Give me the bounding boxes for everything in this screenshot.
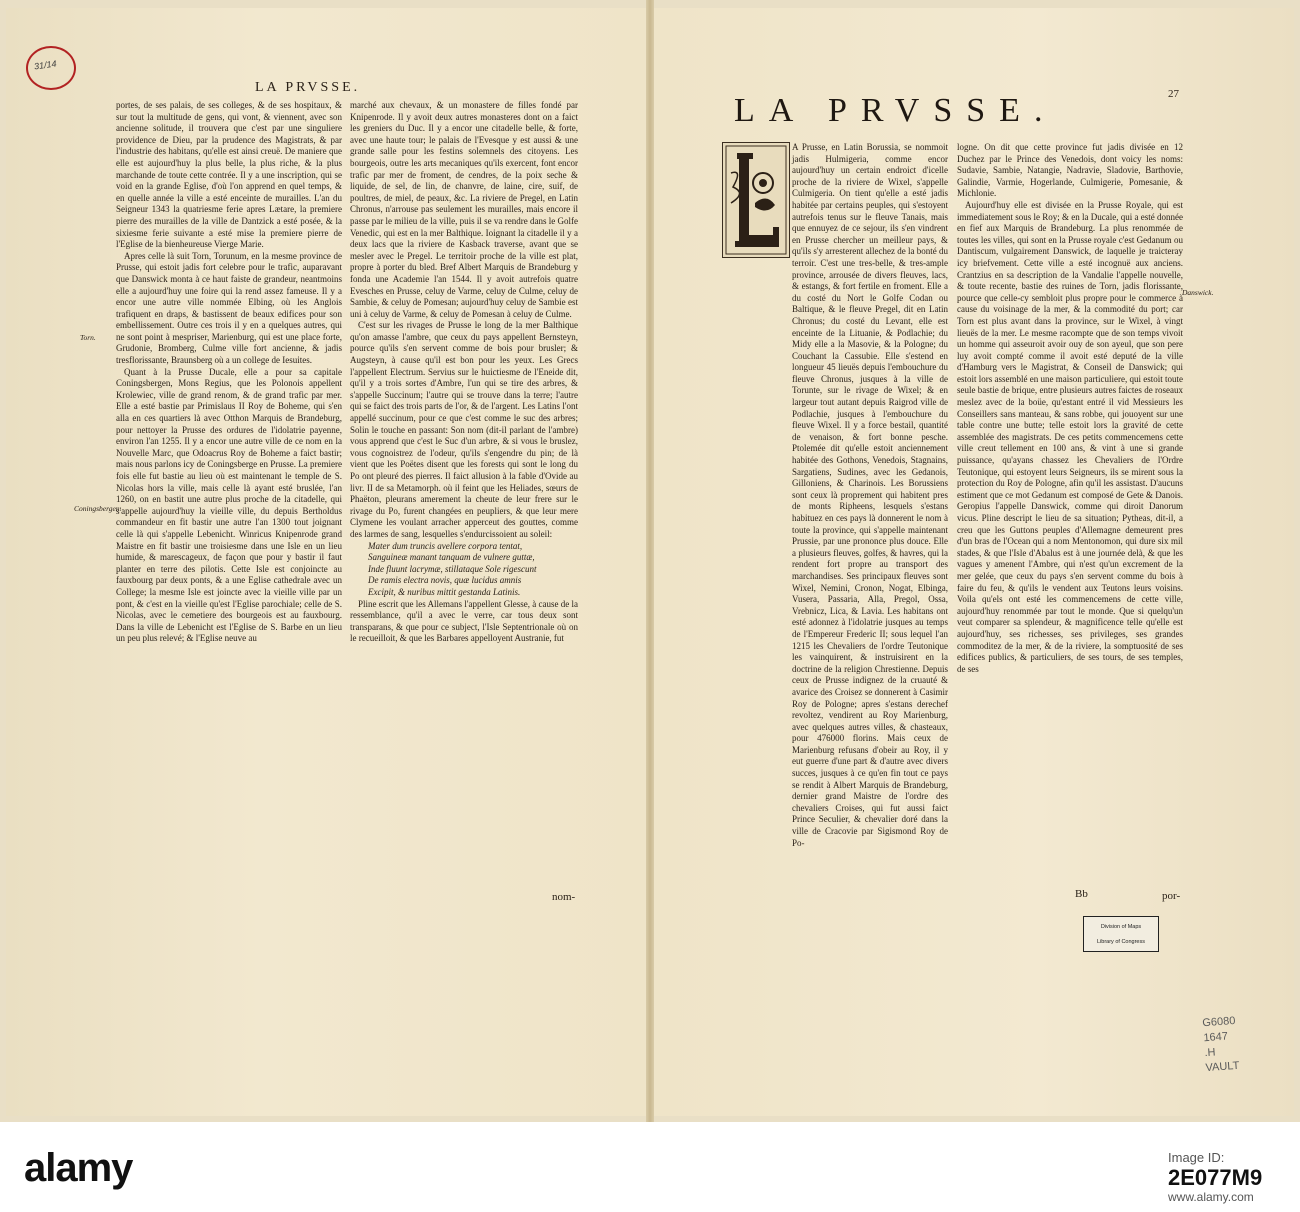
paragraph: Pline escrit que les Allemans l'appellent Glesse, à cause de la ressemblance, qu'il a avec le verre, car tous deux sont transparans, & que pour ce subject, l'Isle Septentrionale où on le recueilloit, & que les Barbares appelloyent Austranie, fut (350, 598, 578, 644)
page-number: 27 (1168, 88, 1179, 100)
call-number-line: 1647 (1203, 1030, 1229, 1045)
margin-note-danswick: Danswick. (1182, 288, 1214, 297)
alamy-url[interactable]: www.alamy.com (1168, 1190, 1254, 1204)
watermark-footer (0, 1122, 1300, 1212)
verse-line: Inde fluunt lacrymæ, stillataque Sole rigescunt (368, 563, 537, 574)
handwritten-circle-stamp (26, 46, 76, 90)
page-title: LA PRVSSE. (734, 92, 1057, 129)
left-column-2 (350, 100, 578, 888)
running-head: LA PRVSSE. (255, 80, 361, 95)
right-column-1 (720, 142, 948, 898)
paragraph: Apres celle là suit Torn, Torunum, en la mesme province de Prusse, qui estoit jadis fort celebre pour le trafic, auparavant que Danswick monta à ce haut faiste de grandeur, neantmoins elle a aujourd'huy une foire qui la rend assez fameuse. Il y a encor une autre ville nommée Elbing, où les Anglois trafiquent en draps, & bastissent de beaux edifices pour son embellissement. Outre ces trois il y en a quelques autres, qui ne sont point à mespriser, Marienburg, qui est une place forte, Grudonie, Bromberg, Culme ville fort ancienne, & jadis tresflorissante, Braunsberg où a un college de Iesuites. (116, 250, 342, 366)
verse-line: De ramis electra novis, quæ lucidus amnis (368, 575, 522, 586)
paragraph: logne. On dit que cette province fut jadis divisée en 12 Duchez par le Prince des Venedois, dont voicy les noms: Sudavie, Sambie, Natangie, Nadravie, Sladovie, Barthovie, Galindie, Varmie, Hogerlande, Culmigerie, Pomesanie, & Michlonie. (957, 142, 1183, 199)
library-stamp (1083, 916, 1159, 952)
image-id-label: Image ID: (1168, 1150, 1225, 1165)
stamp-line-2: Library of Congress (1097, 939, 1145, 945)
book-gutter (646, 0, 654, 1122)
image-id: 2E077M9 (1168, 1165, 1263, 1190)
margin-note-coningsbergen: Coningsbergen. (74, 504, 122, 513)
stamp-text: 31/14 (33, 58, 58, 72)
call-number-line: VAULT (1205, 1059, 1240, 1075)
verse-line: Excipit, & nuribus mittit gestanda Latinis. (368, 586, 521, 597)
right-column-2 (957, 142, 1183, 898)
verse-line: Mater dum truncis avellere corpora tentat, (368, 540, 523, 551)
paragraph: Quant à la Prusse Ducale, elle a pour sa capitale Coningsbergen, Mons Regius, que les Polonois appellent Krolewiec, ville de grand renom, & de grand trafic par mer. Elle a esté bastie par Primislaus II Roy de Boheme, qui s'en alla en ces quartiers là avec Otthon Marquis de Brandeburg, pour nettoyer la Prusse des ordures de l'idolatrie payenne, environ l'an 1255. Il y a encor une autre ville de ce nom en la Nouvelle Marc, que Odoacrus Roy de Boheme a faict bastir; mais nous parlons icy de Coningsberge en Prusse. La premiere fois elle fut bastie au lieu où est maintenant le temple de S. Nicolas hors la ville, mais celle là ayant esté bruslée, l'an 1260, on en bastit une autre plus proche de la citadelle, qui s'appelle aujourd'huy la vieille ville, du depuis Bertholdus commandeur en fit bastir une autre l'an 1300 tout joignant celle là qui s'appelle Lebenicht. Winricus Knipenrode grand Maistre en fit bastir une troisiesme dans une Isle en un lieu humide, & marescageux, de façon que pour y bastir il faut planter en terre des pilotis. Cette Isle est conjoincte au fauxbourg par deux ponts, & a une Eglise cathedrale avec un College; la mesme Isle est joincte avec la vieille ville par un pont, & c'est en la vieille qu'est l'Eglise parochiale; celle de S. Nicolas, avec le cemetiere des bourgeois est au fauxbourg. Dans la ville de Lebenicht est l'Eglise de S. Barbe en un lieu un peu plus relevé; & l'Eglise neuve au (116, 366, 342, 644)
verse-line: Sanguineæ manant tanquam de vulnere guttæ, (368, 552, 535, 563)
catchword: nom- (552, 891, 576, 903)
call-number-line: .H (1204, 1046, 1216, 1060)
call-number (1202, 1014, 1240, 1076)
paragraph: marché aux chevaux, & un monastere de filles fondé par Knipenrode. Il y avoit deux autres monasteres dont on a faict les greniers du Duc. Il y a encor une citadelle belle, & forte, avec une haute tour; le palais de l'Evesque y est aussi & une grande salle pour les festins solemnels des citoyens. Les bourgeois, outre les arts mecaniques qu'ils exercent, font encor trafic par mer de froment, de cendres, de la poix seche & liquide, de sel, de lin, de chanvre, de laine, cire, suif, de poultres, de miel, de peaux, &c. La riviere de Pregel, en Latin Chronus, n'arrouse pas seulement les murailles, mais encore il passe par le milieu de la ville, puis il se va rendre dans le Golfe Venedic, qui est en la mer Balthique. Ioignant la citadelle il y a deux lacs que la riviere de Kasback traverse, avant que se mesler avec le Pregel. Le territoir proche de la ville est plat, propre à porter du bled. Bref Albert Marquis de Brandeburg y fonda une Academie l'an 1544. Il y avoit autrefois quatre Evesches en Prusse, celuy de Varme, celuy de Culme, celuy de Sambie, & celuy de Pomesan; aujourd'huy celuy de Sambie est uni à celuy de Varme, & celuy de Pomesan à celuy de Culme. (350, 100, 578, 319)
left-column-1 (116, 100, 342, 900)
paragraph: A Prusse, en Latin Borussia, se nommoit jadis Hulmigeria, comme encor aujourd'huy un certain endroict d'icelle proche de la riviere de Wixel, s'appelle Culmigeria. On tient qu'elle a esté jadis habitée par certains peuples, qui s'estoyent autrefois tenus sur le fleuve Tanais, mais que ennuyez de ce sejour, ils s'en vindrent en Prusse chercher un meilleur pays, & qu'ils s'y arresterent allechez de la bonté du terroir. C'est une tres-belle, & tres-ample province, arrousée de divers fleuves, lacs, & estangs, & fort fertile en froment. Elle a du costé du Nort le Golfe Codan ou Baltique, & le fleuve Pregel, dit en Latin Chronus; du costé du Levant, elle est enceinte de la Lituanie, & Podlachie; du Midy elle a la Masovie, & la Pologne; du Couchant la Cassubie. Elle s'estend en longueur 45 lieuës depuis l'embouchure du fleuve Chronus, jusques à la ville de Torunte, sur le rivage de Wixel; & en largeur tout autant depuis Raigrod ville de Podlachie, jusques à l'embouchure du fleuve Wixel. Il y a force bestail, quantité de venaison, & fort bonne pesche. Ptolemée dit qu'elle estoit anciennement habitée des Gothons, Venedois, Stagnains, Sargatiens, Sudines, avec les Gedanois, Gilloniens, & Charinois. Les Borussiens sont ceux là proprement qui habitent pres de monts Ripheens, lesquels s'estans habituez en ces pays là donnerent le nom à toute la province, qui s'appelle maintenant Prussie, par une prononce plus douce. Elle a plusieurs fleuves, golfes, & havres, qui la rendent fort propre au transport des marchandises. Ses principaux fleuves sont Wixel, Nemini, Cronon, Nogat, Elbinga, Vusera, Passaria, Alla, Pregol, Ossa, Vrebnicz, Lica, & Lavia. Les habitans ont esté adonnez à l'idolatrie jusques au temps de l'Empereur Frederic II; sous lequel l'an 1215 les Chevaliers de l'ordre Teutonique les vainquirent, & instruisirent en la doctrine de la religion Chrestienne. Depuis ceux de Prusse indignez de la cruauté & avarice des Croisez se donnerent à Casimir Roy de Pologne; apres s'estans derechef revoltez, vendirent au Roy Marienburg, avec quelques autres villes, & chasteaux, pour 476000 florins. Mais ceux de Marienburg refusans d'obeir au Roy, il y eut guerre d'une part & d'autre avec divers succes, jusques à ce qu'en fin tout ce pays se rendit à Albert Marquis de Brandeburg, dernier grand Maistre de l'ordre des chevaliers Croises, qui fut aussi faict Prince Seculier, & chevalier doré dans la ville de Cracovie par Sigismond Roy de Po- (792, 142, 948, 848)
stamp-line-1: Division of Maps (1100, 924, 1142, 930)
call-number-line: G6080 (1202, 1014, 1236, 1030)
margin-note-torn: Torn. (80, 333, 96, 342)
paragraph: Aujourd'huy elle est divisée en la Prusse Royale, qui est immediatement sous le Roy; & en la Ducale, qui a esté donnée en fief aux Marquis de Brandeburg. La plus renommée de toutes les villes, qui sont en la Prusse royale c'est Gedanum ou Dantiscum, vulgairement Danswick, de laquelle je traicteray icy briefvement. Cette ville a esté incognuë aux anciens. Crantzius en sa description de la Vandalie l'appelle nouvelle, & toute recente, bastie des ruines de Torn, jadis florissante, pource que celle-cy sembloit plus propre pour le commerce à cause du voisinage de la mer, & la commodité du port; car Torn est plus avant dans la province, sur le Wixel, à vingt lieuës de la mer. Le mesme racompte que de son temps vivoit un homme qui asseuroit avoir ouy de son ayeul, que son pere luy avoit compté comme il avoit esté deputé de la ville d'Hamburg vers le Magistrat, & Conseil de Danswick; qui estoit lors assemblé en une maison particuliere, qui estoit toute seule bastie de brique, entre plusieurs autres faictes de roseaux meslez avec de la boüe, qu'estant entré il vid Messieurs les Conseillers sans manteau, & sans robbe, qui jouoyent sur une table contre une butte; telle estoit lors la gravité de cette assemblée des magistrats. De ces petits commencemens cette ville creut tellement en 100 ans, & vint à une si grande puissance, qu'ayans chassez les Chevaliers de l'Ordre Teutonique, qui estoyent leurs Seigneurs, ils se mirent sous la protection du Roy de Pologne, afin qu'il les assistast. D'aucuns estiment que ce mot Gedanum est composé de Gete & Danois. Geropius l'appelle Danswick, comme qui diroit Danorum vicus. Pline descript le lieu de sa situation; Pytheas, dit-il, a creu que les Guttons peuples d'Allemagne demeurent pres d'un bras de l'Ocean qui a nom Mentonomon, qui dure six mil stades, & que l'Isle d'Abalus est à une journée delà, & que les vagues y amenent l'Ambre, qui n'est qu'un excrement de la mer gelée, que ceux du pays s'en servent comme du bois à faire du feu, & qu'ils le vendent aux Teutons leurs voisins. Voila qu'els ont esté les commencemens de cette ville, aujourd'huy renommée par tout le monde. Que si quelqu'un veut comparer sa splendeur, & magnificence telle qu'elle est aujourd'huy, ses richesses, ses privileges, ses grandes commoditez de la mer, & de la riviere, la somptuosité de ses edifices publics, & particuliers, de ses tours, de ses temples, de ses (957, 199, 1183, 674)
signature-mark: Bb (1075, 888, 1088, 900)
alamy-logo[interactable]: alamy (24, 1146, 133, 1190)
image-id-block (1168, 1148, 1262, 1191)
catchword: por- (1162, 890, 1181, 902)
paragraph: C'est sur les rivages de Prusse le long de la mer Balthique qu'on amasse l'ambre, que ceux du pays appellent Bernsteyn, pource qu'ils s'en servent comme de bois pour brusler; & Augsteyn, à cause qu'il est bon pour les yeux. Les Grecs l'appellent Electrum. Servius sur le huictiesme de l'Eneide dit, qu'il y a trois sortes d'Ambre, l'un qui se tire des arbres, & s'appelle Succinum; l'autre qui se trouve dans la terre; l'autre qui se faict des trois parts de l'or, & de l'argent. Les Latins l'ont appellé succinum, pour ce que c'est comme le suc des arbres; Solin le touche en passant: Son nom (dit-il parlant de l'ambre) vous apprend que c'est le Suc d'un arbre, & si vous le bruslez, vous cognoistrez de l'odeur, qu'ils s'engendre du pin; de là vient que les Poëtes disent que les forests qui sont le long du Po ont pleuré des pierres. Il faict allusion à la fable d'Ovide au livr. II de sa Metamorph. où il feint que les Heliades, sœurs de Phaëton, pleurans amerement la cheute de leur frere sur le rivage du Po, furent changées en peupliers, & que leur mere Clymene les voulant arracher apperceut des gouttes, comme des larmes de sang, lesquelles s'endurcissoient au soleil: (350, 320, 578, 539)
paragraph: portes, de ses palais, de ses colleges, & de ses hospitaux, & sur tout la multitude de gens, qui vont, & viennent, avec son ancienne solitude, il trouvera que c'est par une singuliere providence de Dieu, par la prudence des Magistrats, & par l'industrie des habitans, qu'elle est ainsi creuë. De maniere que elle est aujourd'huy la plus belle, la plus riche, & la plus marchande de toute cette contrée. Il y a une inscription, qui se void en la grande Eglise, d'où l'on apprend en quel temps, & en quelle année la ville a esté enceinte de murailles. L'an du Seigneur 1343 la quatriesme ferie apres Lætare, la premiere pierre des murailles de la ville de Dantzick a esté posée, & la sixiesme ferie suivante a esté mise la premiere pierre de l'Eglise de la bienheureuse Vierge Marie. (116, 100, 342, 250)
